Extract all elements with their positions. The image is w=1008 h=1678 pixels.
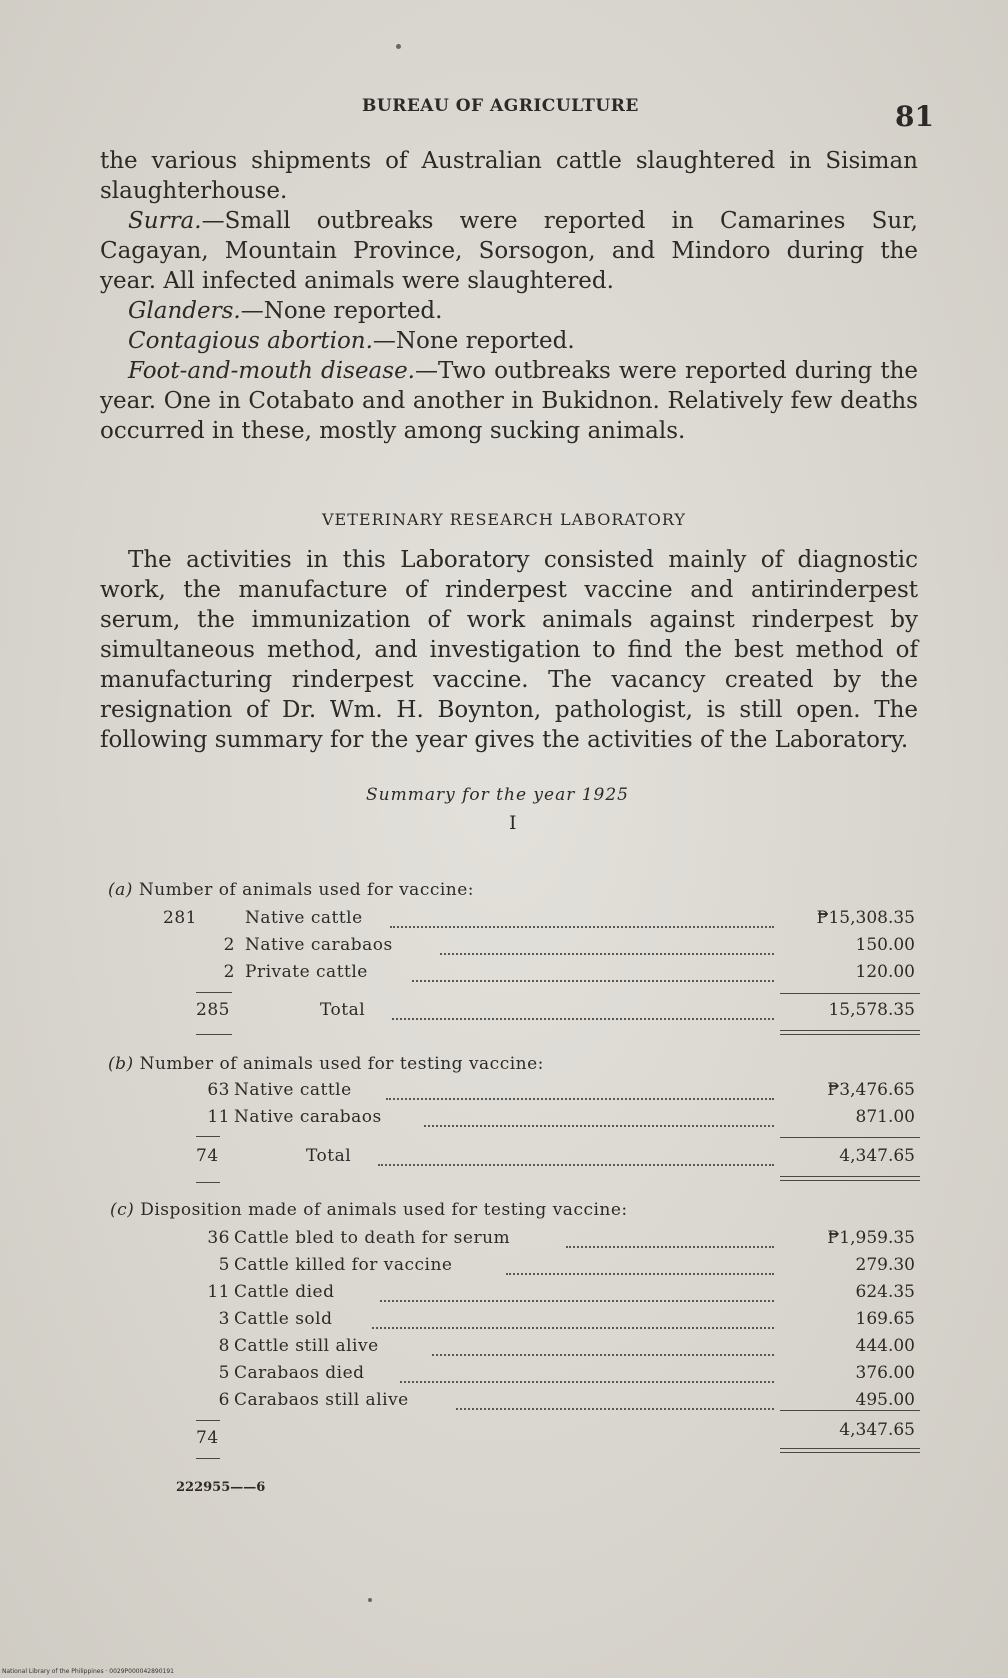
section-heading: VETERINARY RESEARCH LABORATORY bbox=[322, 510, 686, 529]
leader-dots bbox=[372, 1327, 774, 1329]
c-row-1-amount: ₱1,959.35 bbox=[827, 1228, 915, 1248]
leader-dots bbox=[566, 1246, 774, 1248]
section-a-heading-text: Number of animals used for vaccine: bbox=[138, 880, 475, 900]
leader-dots bbox=[432, 1354, 774, 1356]
amount-double-rule bbox=[780, 1448, 920, 1453]
a-row-2-amount: 150.00 bbox=[855, 935, 915, 955]
count-rule bbox=[196, 992, 232, 993]
a-row-3-desc: Private cattle bbox=[245, 962, 368, 982]
section-c-heading bbox=[110, 1200, 628, 1220]
c-row-2-amount: 279.30 bbox=[855, 1255, 915, 1275]
b-row-2-num: 11 bbox=[207, 1107, 230, 1127]
count-rule bbox=[196, 1458, 220, 1459]
lab-paragraph: The activities in this Laboratory consisted mainly of diagnostic work, the manufacture of rinderpest vaccine and antirinderpest serum, the immunization of work animals against rinderpest by simultaneous method, and investigation to find the best method of manufacturing rinderpest vaccine. The vacancy created by the resignation of Dr. Wm. H. Boynton, pathologist, is still open. The following summary for the year gives the activities of the Laboratory. bbox=[100, 547, 918, 753]
fmd-text: —Two outbreaks were reported during the year. One in Cotabato and another in Bukidnon. Relatively few deaths occurred in these, mostly among sucking animals. bbox=[100, 358, 918, 444]
b-total-label: Total bbox=[306, 1146, 352, 1166]
amount-rule bbox=[780, 993, 920, 994]
c-row-4-amount: 169.65 bbox=[855, 1309, 915, 1329]
lab-block bbox=[100, 545, 918, 755]
c-row-3-desc: Cattle died bbox=[234, 1282, 335, 1302]
leader-dots bbox=[400, 1381, 774, 1383]
section-b-label: (b) bbox=[108, 1054, 134, 1074]
scan-attribution: National Library of the Philippines · 0029P000042890191 bbox=[2, 1668, 174, 1675]
leader-dots bbox=[392, 1018, 774, 1020]
c-row-1-desc: Cattle bled to death for serum bbox=[234, 1228, 511, 1248]
leader-dots bbox=[378, 1164, 774, 1166]
c-row-6-desc: Carabaos died bbox=[234, 1363, 365, 1383]
summary-title: Summary for the year 1925 bbox=[366, 785, 629, 805]
c-row-4-desc: Cattle sold bbox=[234, 1309, 333, 1329]
a-total-amount: 15,578.35 bbox=[828, 1000, 915, 1020]
c-row-5-desc: Cattle still alive bbox=[234, 1336, 379, 1356]
printer-code: 222955——6 bbox=[176, 1480, 266, 1495]
section-c-label: (c) bbox=[110, 1200, 135, 1220]
glanders-term: Glanders. bbox=[128, 298, 241, 324]
a-row-3-num: 2 bbox=[223, 962, 235, 982]
b-row-2-desc: Native carabaos bbox=[234, 1107, 382, 1127]
c-total-num: 74 bbox=[196, 1428, 219, 1448]
section-a-heading bbox=[108, 880, 474, 900]
c-row-7-amount: 495.00 bbox=[855, 1390, 915, 1410]
a-row-2-num: 2 bbox=[223, 935, 235, 955]
c-row-2-num: 5 bbox=[218, 1255, 230, 1275]
glanders-paragraph bbox=[100, 296, 918, 326]
abortion-paragraph bbox=[100, 326, 918, 356]
amount-rule bbox=[780, 1137, 920, 1138]
a-row-2-desc: Native carabaos bbox=[245, 935, 393, 955]
amount-rule bbox=[780, 1410, 920, 1411]
a-row-1-amount: ₱15,308.35 bbox=[816, 908, 915, 928]
c-row-4-num: 3 bbox=[218, 1309, 230, 1329]
leader-dots bbox=[412, 980, 774, 982]
c-row-3-num: 11 bbox=[207, 1282, 230, 1302]
c-row-6-num: 5 bbox=[218, 1363, 230, 1383]
c-row-2-desc: Cattle killed for vaccine bbox=[234, 1255, 453, 1275]
count-rule bbox=[196, 1182, 220, 1183]
fmd-paragraph bbox=[100, 356, 918, 446]
count-rule bbox=[196, 1136, 220, 1137]
section-a-label: (a) bbox=[108, 880, 133, 900]
ink-speck bbox=[396, 44, 401, 49]
a-row-1-desc: Native cattle bbox=[245, 908, 363, 928]
section-c-heading-text: Disposition made of animals used for testing vaccine: bbox=[140, 1200, 628, 1220]
leader-dots bbox=[424, 1125, 774, 1127]
surra-paragraph bbox=[100, 206, 918, 296]
c-row-1-num: 36 bbox=[207, 1228, 230, 1248]
amount-double-rule bbox=[780, 1176, 920, 1181]
b-total-amount: 4,347.65 bbox=[839, 1146, 915, 1166]
abortion-term: Contagious abortion. bbox=[128, 328, 373, 354]
intro-block bbox=[100, 146, 918, 446]
b-row-2-amount: 871.00 bbox=[855, 1107, 915, 1127]
leader-dots bbox=[386, 1098, 774, 1100]
a-total-num: 285 bbox=[196, 1000, 230, 1020]
running-header: BUREAU OF AGRICULTURE bbox=[362, 96, 639, 116]
c-row-5-num: 8 bbox=[218, 1336, 230, 1356]
continued-paragraph: the various shipments of Australian cattle slaughtered in Sisiman slaughterhouse. bbox=[100, 148, 918, 204]
amount-double-rule bbox=[780, 1030, 920, 1035]
a-row-3-amount: 120.00 bbox=[855, 962, 915, 982]
leader-dots bbox=[456, 1408, 774, 1410]
leader-dots bbox=[390, 926, 774, 928]
b-row-1-amount: ₱3,476.65 bbox=[827, 1080, 915, 1100]
leader-dots bbox=[380, 1300, 774, 1302]
c-total-amount: 4,347.65 bbox=[839, 1420, 915, 1440]
count-rule bbox=[196, 1034, 232, 1035]
b-row-1-desc: Native cattle bbox=[234, 1080, 352, 1100]
a-row-1-num: 281 bbox=[163, 908, 197, 928]
c-row-7-num: 6 bbox=[218, 1390, 230, 1410]
c-row-5-amount: 444.00 bbox=[855, 1336, 915, 1356]
b-total-num: 74 bbox=[196, 1146, 219, 1166]
leader-dots bbox=[506, 1273, 774, 1275]
surra-term: Surra. bbox=[128, 208, 202, 234]
fmd-term: Foot-and-mouth disease. bbox=[128, 358, 415, 384]
ink-speck bbox=[368, 1598, 372, 1602]
count-rule bbox=[196, 1420, 220, 1421]
c-row-6-amount: 376.00 bbox=[855, 1363, 915, 1383]
glanders-text: —None reported. bbox=[240, 298, 443, 324]
section-b-heading-text: Number of animals used for testing vaccine: bbox=[139, 1054, 544, 1074]
surra-text: —Small outbreaks were reported in Camarines Sur, Cagayan, Mountain Province, Sorsogon, and Mindoro during the year. All infected animals were slaughtered. bbox=[100, 208, 918, 294]
c-row-3-amount: 624.35 bbox=[855, 1282, 915, 1302]
page-number: 81 bbox=[895, 100, 934, 133]
summary-roman-numeral: I bbox=[509, 812, 517, 834]
section-b-heading bbox=[108, 1054, 544, 1074]
leader-dots bbox=[440, 953, 774, 955]
a-total-label: Total bbox=[320, 1000, 366, 1020]
abortion-text: —None reported. bbox=[372, 328, 575, 354]
b-row-1-num: 63 bbox=[207, 1080, 230, 1100]
c-row-7-desc: Carabaos still alive bbox=[234, 1390, 409, 1410]
